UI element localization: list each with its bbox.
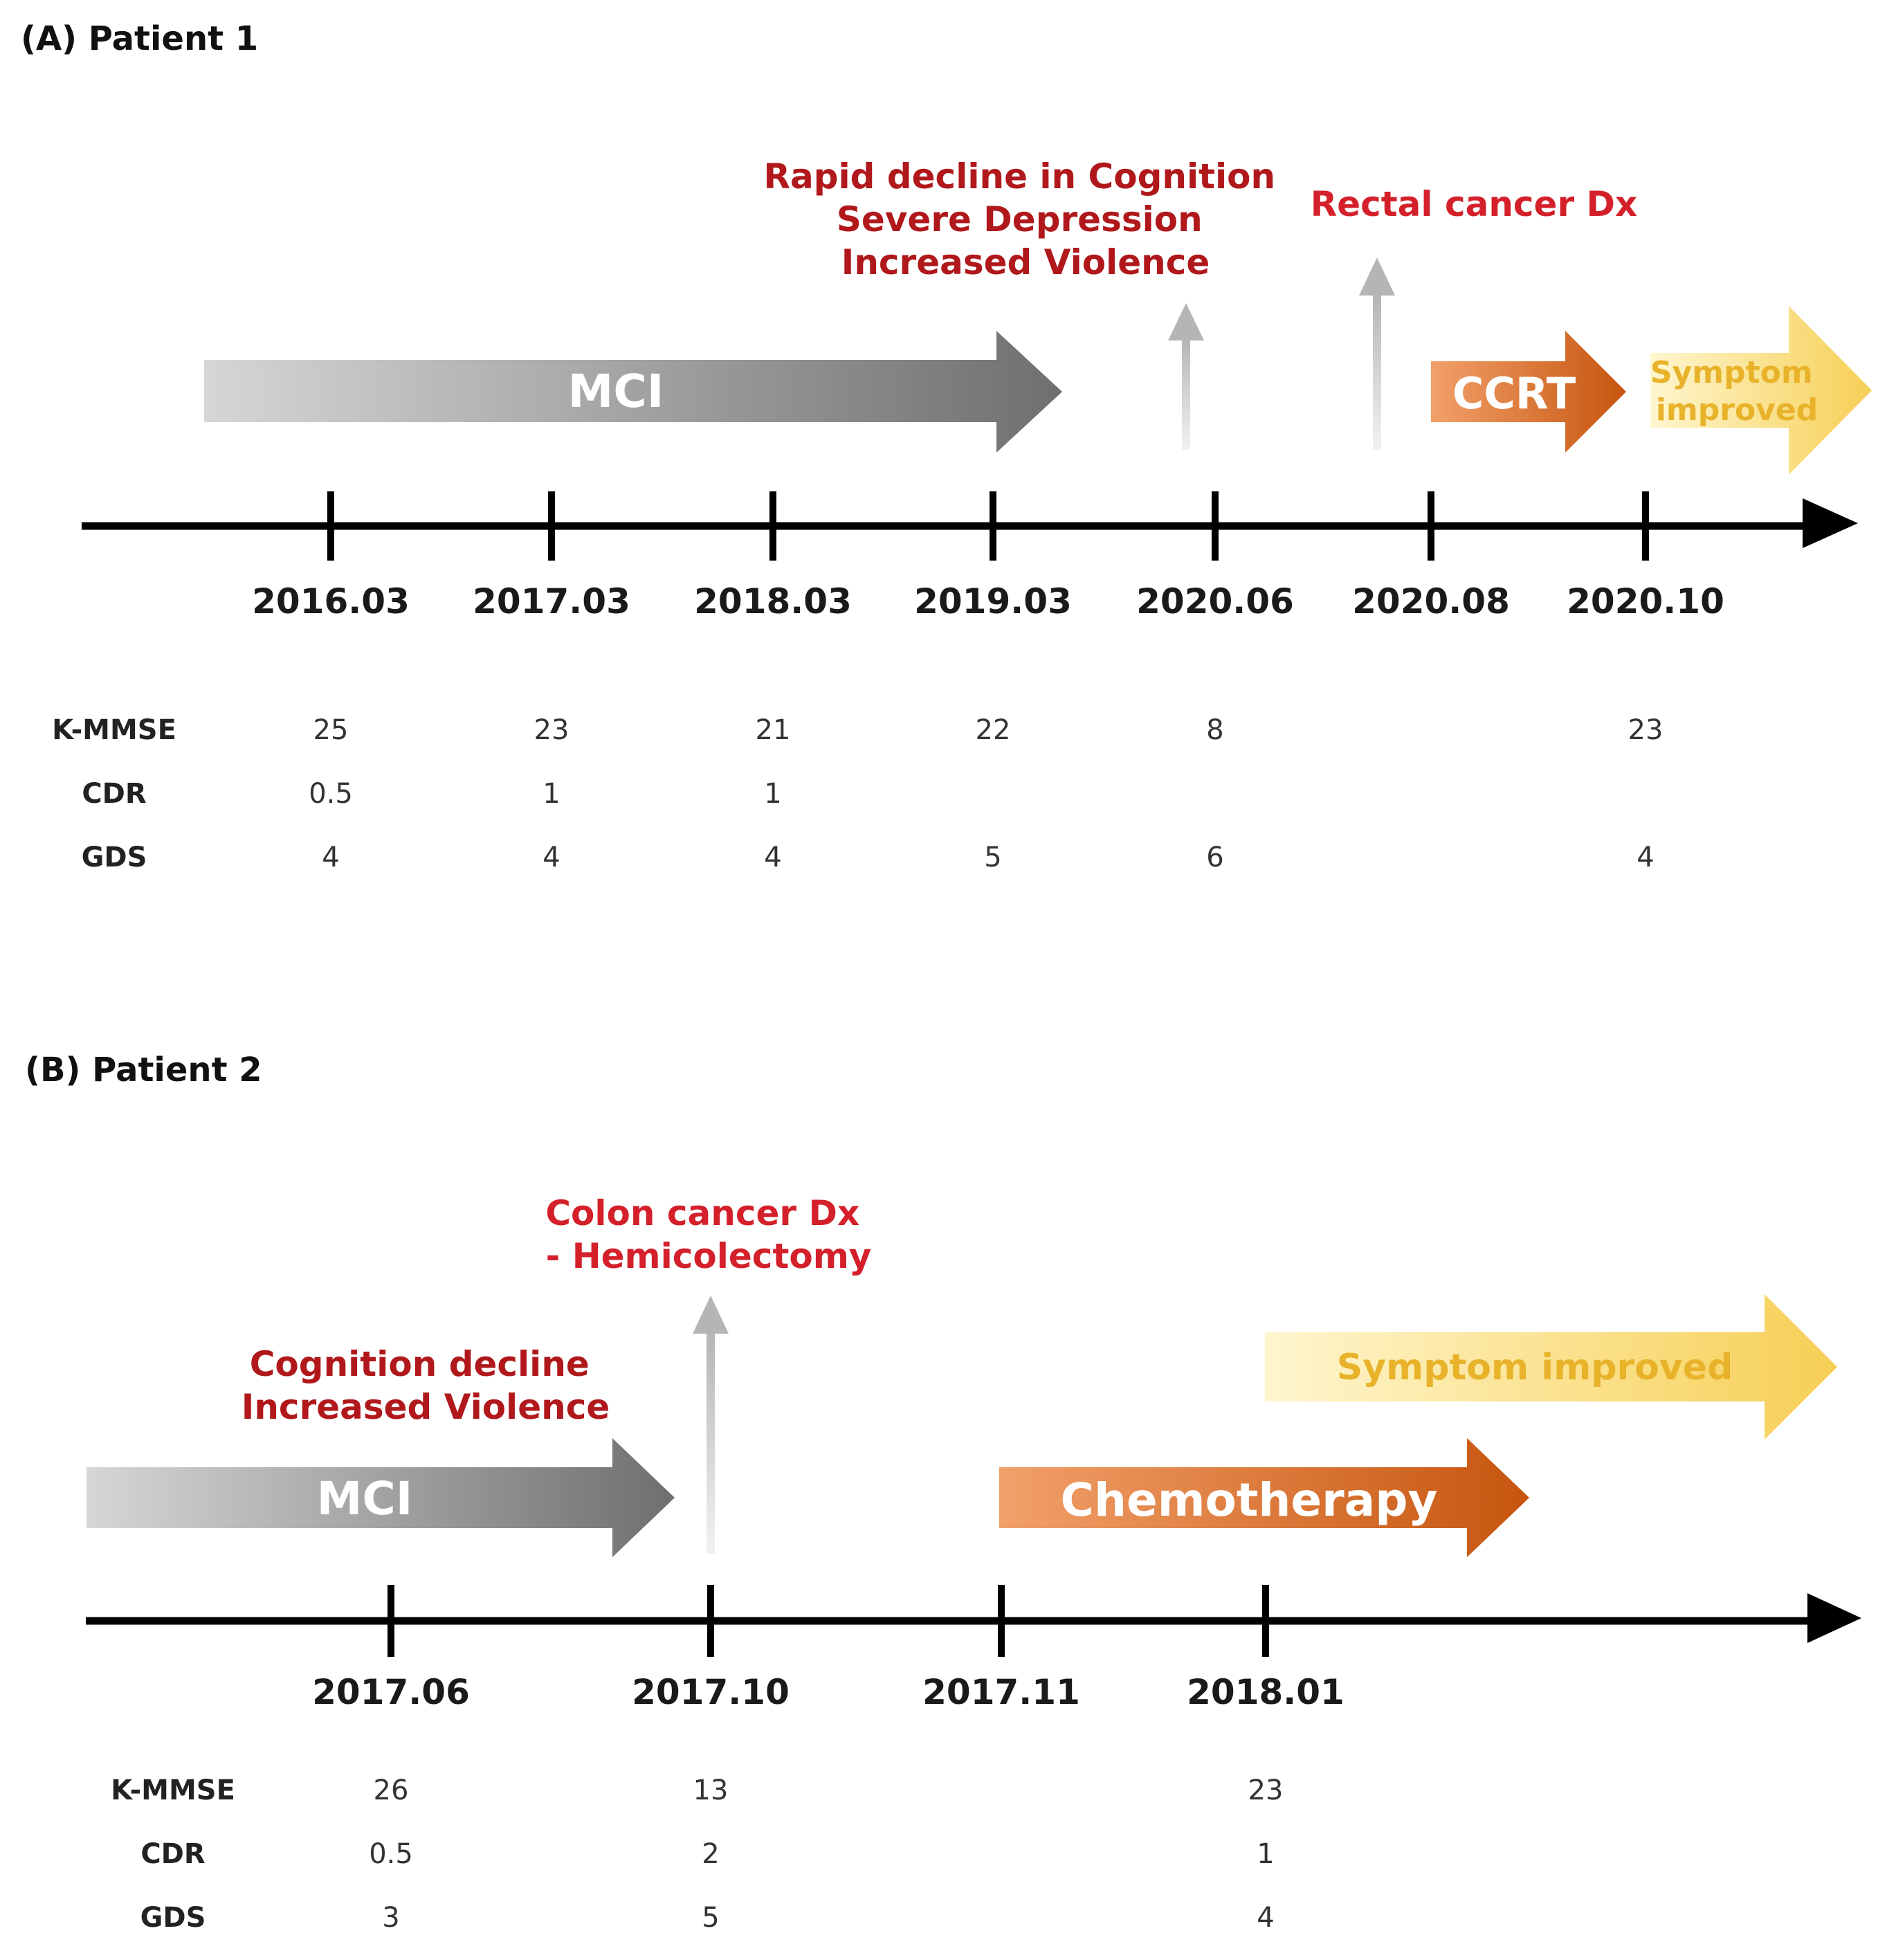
timeline-dates <box>312 1672 1344 1712</box>
measure-value: 21 <box>755 714 791 746</box>
panel-patient-2 <box>25 1051 1861 1934</box>
event-line: Increased Violence <box>241 1387 610 1427</box>
improved-phase-arrow <box>1265 1294 1837 1440</box>
event-pointer-arrow <box>1359 257 1395 450</box>
timeline-axis <box>86 1593 1861 1643</box>
measure-label: CDR <box>140 1838 206 1870</box>
measure-value: 0.5 <box>369 1838 413 1870</box>
event-line: - Hemicolectomy <box>545 1236 872 1276</box>
measure-value: 13 <box>693 1775 729 1806</box>
event-line: Increased Violence <box>841 242 1210 282</box>
panel-patient-1 <box>21 19 1872 873</box>
treatment-phase-arrow <box>999 1438 1529 1557</box>
measure-label: GDS <box>81 842 147 873</box>
timeline-date-label: 2017.06 <box>312 1672 470 1712</box>
measures-table <box>52 714 1663 873</box>
measure-value: 1 <box>764 778 782 810</box>
panel-title: (A) Patient 1 <box>21 19 259 58</box>
event-line: Cognition decline <box>249 1344 590 1384</box>
measure-value: 8 <box>1206 714 1224 746</box>
event-pointer-arrow <box>1168 303 1204 450</box>
timeline-date-label: 2020.08 <box>1352 581 1510 621</box>
improved-line: Symptom <box>1650 355 1813 390</box>
measure-label: GDS <box>140 1902 206 1934</box>
timeline-date-label: 2020.06 <box>1136 581 1294 621</box>
measure-label: CDR <box>82 778 147 810</box>
measure-value: 5 <box>702 1902 720 1934</box>
event-annotation <box>1311 184 1638 224</box>
measure-value: 1 <box>1257 1838 1275 1870</box>
timeline-date-label: 2018.03 <box>694 581 852 621</box>
measure-value: 4 <box>1637 842 1655 873</box>
measure-value: 4 <box>764 842 782 873</box>
measure-value: 4 <box>1257 1902 1275 1934</box>
improved-line: improved <box>1655 392 1818 428</box>
timeline-axis <box>82 498 1858 548</box>
mci-phase-arrow <box>86 1438 675 1557</box>
timeline-dates <box>252 581 1724 621</box>
mci-label: MCI <box>567 365 664 418</box>
mci-phase-arrow <box>204 331 1062 453</box>
measure-value: 5 <box>984 842 1002 873</box>
timeline-date-label: 2018.01 <box>1187 1672 1344 1712</box>
mci-label: MCI <box>316 1472 413 1525</box>
measures-table <box>111 1775 1283 1934</box>
event-annotation <box>545 1193 871 1276</box>
measure-label: K-MMSE <box>52 714 176 746</box>
event-annotation <box>763 156 1287 282</box>
improved-phase-arrow <box>1650 306 1872 475</box>
measure-value: 2 <box>702 1838 720 1870</box>
measure-value: 0.5 <box>309 778 353 810</box>
event-line: Rectal cancer Dx <box>1310 184 1638 224</box>
measure-value: 4 <box>322 842 340 873</box>
event-line: Rapid decline in Cognition <box>763 156 1276 197</box>
timeline-date-label: 2017.03 <box>473 581 630 621</box>
treatment-label: Chemotherapy <box>1060 1473 1438 1527</box>
measure-value: 1 <box>543 778 560 810</box>
timeline-date-label: 2019.03 <box>914 581 1072 621</box>
timeline-date-label: 2016.03 <box>252 581 410 621</box>
timeline-date-label: 2017.10 <box>632 1672 790 1712</box>
measure-value: 23 <box>1248 1775 1284 1806</box>
measure-value: 3 <box>382 1902 400 1934</box>
event-pointer-arrow <box>693 1296 729 1554</box>
measure-value: 23 <box>534 714 569 746</box>
treatment-phase-arrow <box>1431 331 1626 453</box>
measure-value: 6 <box>1206 842 1224 873</box>
timeline-date-label: 2017.11 <box>922 1672 1080 1712</box>
measure-value: 23 <box>1628 714 1663 746</box>
measure-value: 4 <box>543 842 560 873</box>
event-line: Severe Depression <box>836 199 1203 239</box>
measure-value: 25 <box>313 714 349 746</box>
panel-title: (B) Patient 2 <box>25 1051 262 1089</box>
measure-value: 26 <box>373 1775 409 1806</box>
improved-label: Symptom improved <box>1336 1347 1733 1388</box>
event-annotation <box>241 1344 610 1427</box>
event-line: Colon cancer Dx <box>545 1193 860 1233</box>
treatment-label: CCRT <box>1452 368 1576 419</box>
measure-label: K-MMSE <box>111 1775 235 1806</box>
measure-value: 22 <box>975 714 1011 746</box>
timeline-date-label: 2020.10 <box>1567 581 1724 621</box>
